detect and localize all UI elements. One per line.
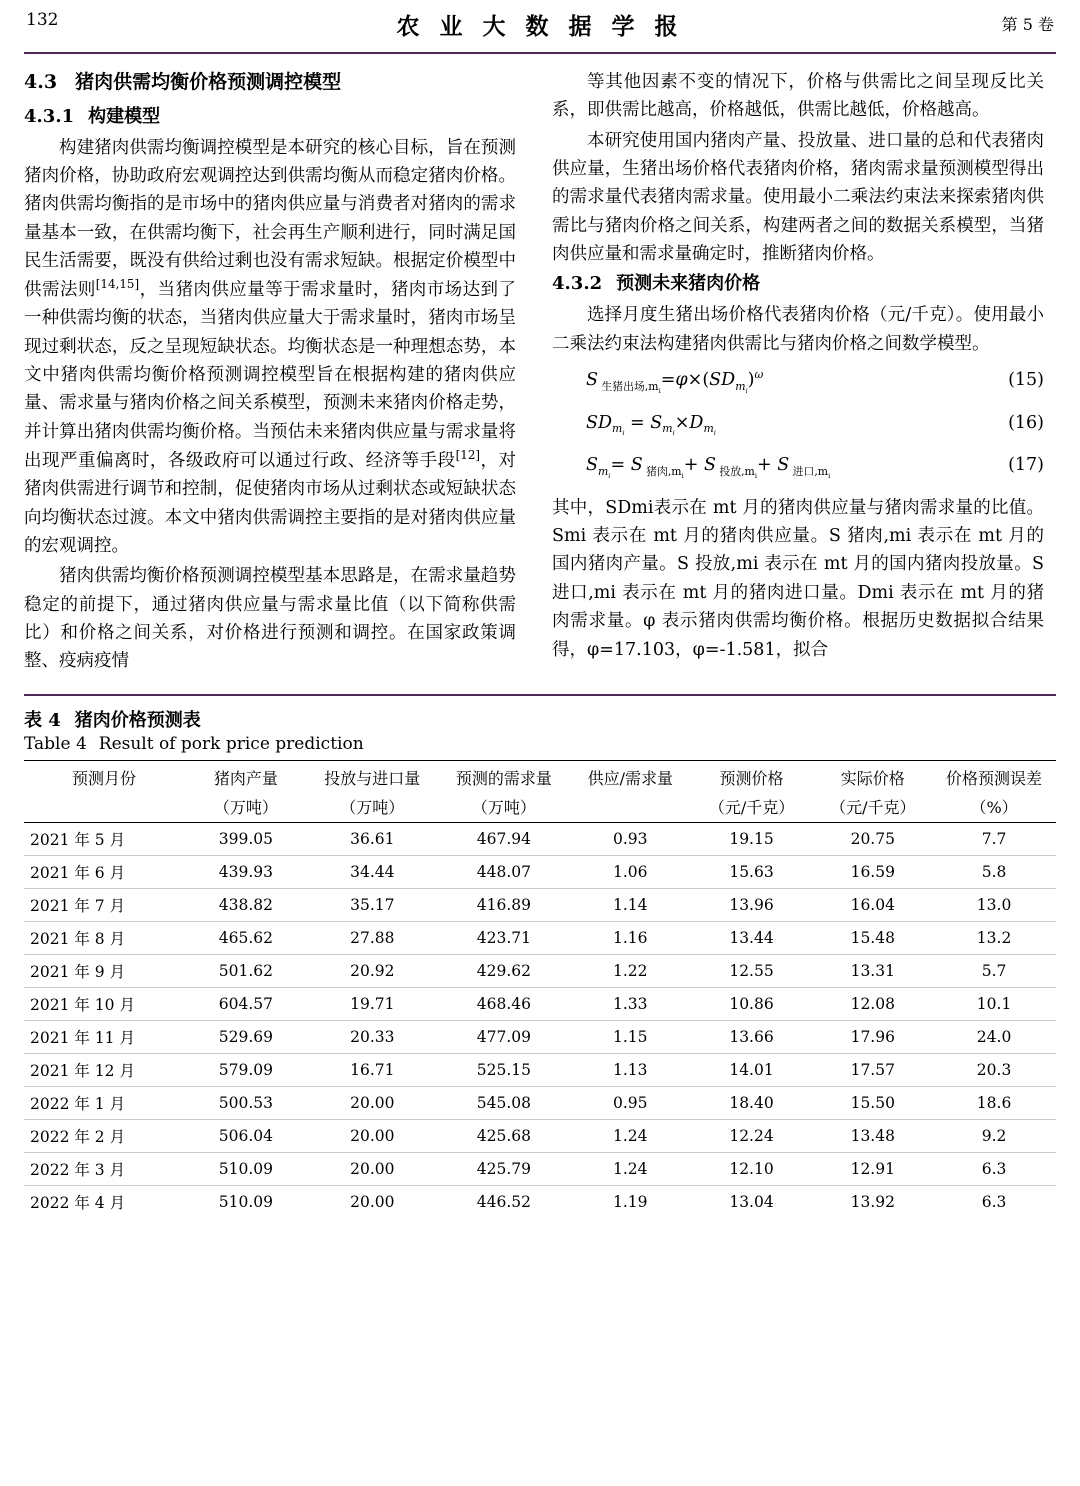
cell-production: 501.62: [184, 955, 308, 988]
cell-ratio: 1.13: [571, 1054, 690, 1087]
cell-demand: 525.15: [437, 1054, 571, 1087]
cell-error: 10.1: [932, 988, 1056, 1021]
cell-production: 604.57: [184, 988, 308, 1021]
column-header: 供应/需求量: [587, 768, 673, 788]
table-row: [24, 823, 1056, 856]
cell-predicted-price: 12.24: [690, 1120, 814, 1153]
column-header: 价格预测误差: [946, 768, 1043, 788]
cell-production: 579.09: [184, 1054, 308, 1087]
cell-error: 5.8: [932, 856, 1056, 889]
cell-error: 5.7: [932, 955, 1056, 988]
equation-17-body: $S_{m_i}= S$ $_{猪肉,m_i}$+ S $_{投放,m_i}$+ S $_{进口,m_i}$: [586, 455, 831, 480]
cell-month: 2021 年 6 月: [24, 856, 184, 889]
cell-month: 2021 年 11 月: [24, 1021, 184, 1054]
table-row: [24, 922, 1056, 955]
table-row: [24, 1087, 1056, 1120]
cell-demand: 467.94: [437, 823, 571, 856]
cell-ratio: 1.24: [571, 1153, 690, 1186]
table-label-en: Table 4: [24, 733, 87, 754]
cell-demand: 423.71: [437, 922, 571, 955]
cell-production: 500.53: [184, 1087, 308, 1120]
subsection-heading-431: [24, 103, 516, 130]
cell-actual-price: 13.48: [813, 1120, 932, 1153]
table-caption-cn: [24, 706, 1056, 732]
table-title-cn: 猪肉价格预测表: [74, 709, 201, 731]
cell-demand: 425.68: [437, 1120, 571, 1153]
cell-demand: 425.79: [437, 1153, 571, 1186]
column-header: 投放与进口量: [324, 768, 421, 788]
cell-ratio: 1.24: [571, 1120, 690, 1153]
cell-import: 35.17: [308, 889, 437, 922]
section-heading: [24, 68, 516, 97]
table-row: [24, 955, 1056, 988]
column-subheader: （万吨）: [471, 797, 536, 817]
equation-15-body: S $_{生猪出场,m_i}=\varphi\times(SD_{m_i})^\omega$: [586, 368, 764, 395]
column-subheader: [24, 793, 184, 823]
table-row: [24, 856, 1056, 889]
table-row: [24, 1021, 1056, 1054]
subsection-title: 构建模型: [88, 105, 161, 127]
cell-error: 6.3: [981, 1193, 1007, 1212]
right-column: [552, 68, 1044, 678]
cell-error: 13.0: [932, 889, 1056, 922]
cell-actual-price: 15.48: [813, 922, 932, 955]
cell-error: 24.0: [932, 1021, 1056, 1054]
paragraph: 猪肉供需均衡价格预测调控模型基本思路是，在需求量趋势稳定的前提下，通过猪肉供应量与需求量比值（以下简称供需比）和价格之间关系，对价格进行预测和调控。在国家政策调整、疫病疫情: [24, 566, 516, 672]
equation-group: [552, 366, 1044, 482]
cell-import: 20.00: [308, 1087, 437, 1120]
cell-demand: 448.07: [437, 856, 571, 889]
cell-actual-price: 15.50: [813, 1087, 932, 1120]
cell-month: 2022 年 2 月: [24, 1120, 184, 1153]
equation-15-number: (15): [1008, 370, 1044, 391]
column-subheader: （万吨）: [340, 797, 405, 817]
subsection-heading-432: [552, 270, 1044, 297]
cell-month: 2021 年 9 月: [24, 955, 184, 988]
table-row: [24, 1153, 1056, 1186]
cell-production: 399.05: [184, 823, 308, 856]
table-row: [24, 889, 1056, 922]
cell-actual-price: 13.31: [813, 955, 932, 988]
subsection-title: 预测未来猪肉价格: [616, 273, 761, 295]
section-title: 猪肉供需均衡价格预测调控模型: [75, 71, 342, 93]
paragraph: 选择月度生猪出场价格代表猪肉价格（元/千克）。使用最小二乘法约束法构建猪肉供需比与猪肉价格之间数学模型。: [552, 305, 1044, 354]
table-title-en: Result of pork price prediction: [98, 733, 364, 754]
cell-demand: 429.62: [437, 955, 571, 988]
table-body: [24, 823, 1056, 1219]
section-number: 4.3: [24, 71, 58, 93]
cell-predicted-price: 19.15: [690, 823, 814, 856]
cell-production: 465.62: [184, 922, 308, 955]
cell-ratio: 1.16: [571, 922, 690, 955]
cell-demand: 468.46: [437, 988, 571, 1021]
cell-month: 2021 年 7 月: [24, 889, 184, 922]
cell-predicted-price: 14.01: [690, 1054, 814, 1087]
left-column: [24, 68, 516, 678]
cell-error: 20.3: [932, 1054, 1056, 1087]
equation-17-number: (17): [1008, 455, 1044, 476]
table-row: [24, 1186, 1056, 1219]
cell-month: 2021 年 12 月: [24, 1054, 184, 1087]
column-subheader: （元/千克）: [830, 797, 916, 817]
cell-predicted-price: 13.96: [690, 889, 814, 922]
cell-predicted-price: 10.86: [690, 988, 814, 1021]
cell-ratio: 1.22: [571, 955, 690, 988]
cell-month: 2022 年 4 月: [30, 1194, 126, 1213]
cell-ratio: 1.14: [571, 889, 690, 922]
cell-demand: 545.08: [437, 1087, 571, 1120]
cell-production: 510.09: [218, 1193, 273, 1212]
cell-ratio: 0.95: [571, 1087, 690, 1120]
page-number-left: 132: [26, 10, 59, 30]
column-header: 预测价格: [719, 768, 784, 788]
cell-actual-price: 17.57: [813, 1054, 932, 1087]
cell-production: 510.09: [184, 1153, 308, 1186]
paragraph: 构建猪肉供需均衡调控模型是本研究的核心目标，旨在预测猪肉价格，协助政府宏观调控达到供需均衡从而稳定猪肉价格。猪肉供需均衡指的是市场中的猪肉供应量与消费者对猪肉的需求量基本一致，在供需均衡下，社会再生产顺利进行，同时满足国民生活需要，既没有供给过剩也没有需求短缺。根据定价模型中供需法则[14,15]，当猪肉供应量等于需求量时，猪肉市场达到了一种供需均衡的状态，当猪肉供应量大于需求量时，猪肉市场呈现过剩状态，反之呈现短缺状态。均衡状态是一种理想态势，本文中猪肉供需均衡价格预测调控模型旨在根据构建的猪肉供应量、需求量与猪肉价格之间关系模型，预测未来猪肉价格走势，并计算出猪肉供需均衡价格。当预估未来猪肉供应量与需求量将出现严重偏离时，各级政府可以通过行政、经济等手段[12]，对猪肉供需进行调节和控制，促使猪肉市场从过剩状态或短缺状态向均衡状态过渡。本文中猪肉供需调控主要指的是对猪肉供应量的宏观调控。: [24, 137, 517, 556]
cell-ratio: 0.93: [571, 823, 690, 856]
column-subheader: [571, 793, 690, 823]
cell-actual-price: 13.92: [850, 1193, 895, 1212]
cell-predicted-price: 13.66: [690, 1021, 814, 1054]
table-row: [24, 988, 1056, 1021]
column-header: 预测的需求量: [455, 768, 552, 788]
cell-predicted-price: 13.04: [729, 1193, 774, 1212]
cell-import: 27.88: [308, 922, 437, 955]
running-head: [24, 8, 1056, 54]
equation-16-body: $SD_{m_i} = S_{m_i}\times D_{m_i}$: [586, 412, 716, 438]
column-subheader: （%）: [970, 797, 1018, 817]
cell-actual-price: 20.75: [813, 823, 932, 856]
cell-import: 20.92: [308, 955, 437, 988]
cell-month: 2021 年 5 月: [24, 823, 184, 856]
cell-actual-price: 16.04: [813, 889, 932, 922]
subsection-number: 4.3.1: [24, 105, 75, 127]
cell-demand: 416.89: [437, 889, 571, 922]
cell-production: 529.69: [184, 1021, 308, 1054]
cell-import: 20.00: [350, 1193, 395, 1212]
cell-actual-price: 16.59: [813, 856, 932, 889]
paragraph: 等其他因素不变的情况下，价格与供需比之间呈现反比关系，即供需比越高，价格越低，供需比越低，价格越高。: [552, 72, 1044, 121]
cell-error: 9.2: [932, 1120, 1056, 1153]
cell-ratio: 1.19: [613, 1193, 648, 1212]
cell-actual-price: 12.91: [813, 1153, 932, 1186]
table-label-cn: 表 4: [24, 709, 61, 731]
cell-predicted-price: 18.40: [690, 1087, 814, 1120]
column-header: 猪肉产量: [213, 768, 278, 788]
cell-actual-price: 17.96: [813, 1021, 932, 1054]
equation-15: [552, 366, 1044, 397]
table-caption-en: [24, 734, 1056, 754]
cell-error: 7.7: [932, 823, 1056, 856]
cell-import: 36.61: [308, 823, 437, 856]
equation-16: [552, 409, 1044, 440]
cell-import: 34.44: [308, 856, 437, 889]
table-row: [24, 1120, 1056, 1153]
volume-label: 第 5 卷: [1001, 15, 1054, 34]
journal-title: 农 业 大 数 据 学 报: [396, 13, 684, 40]
subsection-number: 4.3.2: [552, 273, 603, 295]
cell-error: 6.3: [932, 1153, 1056, 1186]
body-columns: [24, 68, 1056, 678]
cell-production: 506.04: [184, 1120, 308, 1153]
cell-demand: 477.09: [437, 1021, 571, 1054]
cell-ratio: 1.33: [571, 988, 690, 1021]
pork-price-prediction-table: [24, 760, 1056, 1218]
cell-month: 2022 年 3 月: [24, 1153, 184, 1186]
journal-page: [0, 8, 1080, 1486]
cell-production: 438.82: [184, 889, 308, 922]
cell-month: 2021 年 10 月: [24, 988, 184, 1021]
cell-import: 20.00: [308, 1120, 437, 1153]
cell-predicted-price: 15.63: [690, 856, 814, 889]
cell-demand: 446.52: [476, 1193, 531, 1212]
cell-error: 18.6: [932, 1087, 1056, 1120]
table-block: [24, 694, 1056, 1218]
cell-ratio: 1.15: [571, 1021, 690, 1054]
column-subheader: （元/千克）: [708, 797, 795, 817]
cell-month: 2021 年 8 月: [24, 922, 184, 955]
table-header: [24, 760, 1056, 822]
paragraph: 本研究使用国内猪肉产量、投放量、进口量的总和代表猪肉供应量，生猪出场价格代表猪肉价格，猪肉需求量预测模型得出的需求量代表猪肉需求量。使用最小二乘法约束法来探索猪肉供需比与猪肉价格之间关系，构建两者之间的数据关系模型，当猪肉供应量和需求量确定时，推断猪肉价格。: [552, 130, 1044, 265]
cell-predicted-price: 12.10: [690, 1153, 814, 1186]
cell-month: 2022 年 1 月: [24, 1087, 184, 1120]
column-header: 预测月份: [71, 768, 136, 788]
table-row: [24, 1054, 1056, 1087]
equation-explanation: 其中，SDmi表示在 mt 月的猪肉供应量与猪肉需求量的比值。Smi 表示在 mt 月的猪肉供应量。S 猪肉,mi 表示在 mt 月的国内猪肉产量。S 投放,mi 表示在 mt 月的国内猪肉投放量。S 进口,mi 表示在 mt 月的猪肉进口量。Dmi 表示在 mt 月的猪肉需求量。φ 表示猪肉供需均衡价格。根据历史数据拟合结果得，φ=17.103，φ=-1.581，拟合: [552, 497, 1044, 660]
equation-17: [552, 451, 1044, 482]
cell-actual-price: 12.08: [813, 988, 932, 1021]
cell-predicted-price: 13.44: [690, 922, 814, 955]
cell-import: 20.00: [308, 1153, 437, 1186]
column-subheader: （万吨）: [213, 797, 278, 817]
cell-import: 20.33: [308, 1021, 437, 1054]
cell-production: 439.93: [184, 856, 308, 889]
cell-error: 13.2: [932, 922, 1056, 955]
equation-16-number: (16): [1008, 412, 1044, 433]
column-header: 实际价格: [840, 768, 905, 788]
cell-predicted-price: 12.55: [690, 955, 814, 988]
cell-import: 16.71: [308, 1054, 437, 1087]
cell-import: 19.71: [308, 988, 437, 1021]
cell-ratio: 1.06: [571, 856, 690, 889]
